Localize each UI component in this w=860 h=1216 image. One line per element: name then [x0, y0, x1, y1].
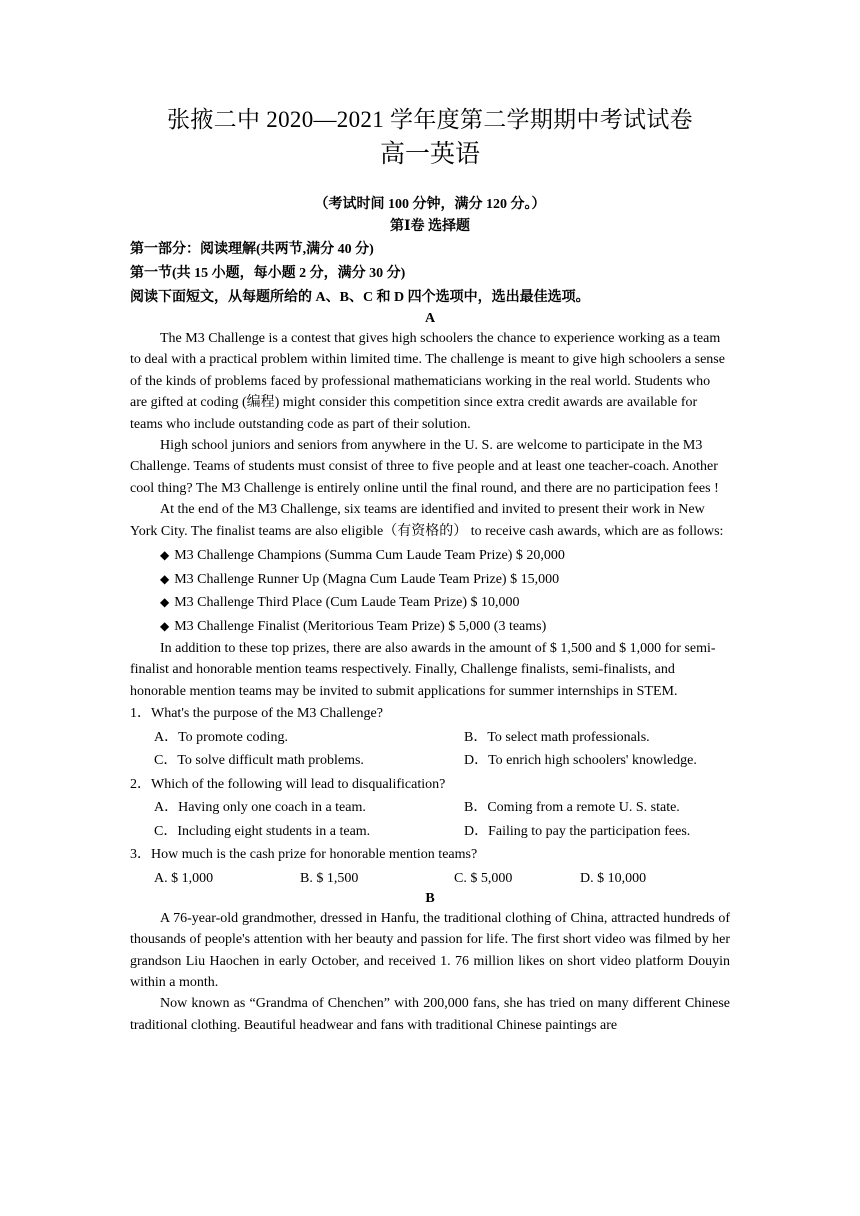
- question-options: [130, 726, 730, 773]
- option-a: A．Having only one coach in a team.: [154, 800, 366, 816]
- option-d: D．To enrich high schoolers' knowledge.: [464, 753, 697, 769]
- instruction-text: 阅读下面短文，从每题所给的 A、B、C 和 D 四个选项中，选出最佳选项。: [130, 290, 590, 305]
- exam-page: [130, 104, 730, 1036]
- passage-a-paragraph: The M3 Challenge is a contest that gives high schoolers the chance to experience working as a team to deal with a practical problem within limited time. The challenge is meant to give high schoolers a sense of the kinds of problems faced by professional mathematicians working in the real world. Students who are gifted at coding (编程) might consider this competition since extra credit awards are available for teams who include outstanding code as part of their solution.: [130, 331, 725, 432]
- passage-a-paragraph: High school juniors and seniors from anywhere in the U. S. are welcome to participate in the M3 Challenge. Teams of students must consist of three to five people and at least one teacher-coach. Another cool thing? The M3 Challenge is entirely online until the final round, and there are no participation fees !: [130, 438, 719, 496]
- option-c: C. $ 5,000: [454, 870, 513, 886]
- exam-title: 张掖二中 2020—2021 学年度第二学期期中考试试卷: [167, 107, 693, 132]
- exam-subtitle: 高一英语: [379, 141, 480, 168]
- diamond-bullet-icon: ◆: [160, 548, 170, 563]
- passage-b-letter: B: [425, 890, 435, 906]
- passage-a-letter: A: [424, 311, 436, 326]
- part-heading: 第一部分：阅读理解(共两节,满分 40 分): [130, 242, 374, 257]
- option-d: D. $ 10,000: [580, 870, 647, 886]
- passage-a-paragraph: In addition to these top prizes, there are also awards in the amount of $ 1,500 and $ 1,000 for semi-finalist and honorable mention teams respectively. Finally, Challenge finalists, semi-finalists, and honorable mention teams may be invited to submit applications for summer internships in STEM.: [130, 641, 716, 699]
- section-heading: 第一节(共 15 小题，每小题 2 分，满分 30 分): [130, 266, 406, 281]
- passage-b-paragraph: A 76-year-old grandmother, dressed in Hanfu, the traditional clothing of China, attracted hundreds of thousands of people's attention with her beauty and passion for life. The first short video was filmed by her grandson Liu Haochen in early October, and received 1. 76 million likes on short video platform Douyin within a month.: [130, 910, 730, 990]
- prize-list: [130, 544, 730, 638]
- passage-b-paragraph: Now known as “Grandma of Chenchen” with 200,000 fans, she has tried on many different Chinese traditional clothing. Beautiful headwear and fans with traditional Chinese paintings are: [130, 996, 730, 1033]
- question-stem: 1．What's the purpose of the M3 Challenge?: [130, 706, 383, 722]
- question-stem: 2．Which of the following will lead to disqualification?: [130, 776, 446, 792]
- option-a: A. $ 1,000: [154, 870, 214, 886]
- passage-a-paragraph: At the end of the M3 Challenge, six teams are identified and invited to present their work in New York City. The finalist teams are also eligible（有资格的） to receive cash awards, which are as follows:: [130, 502, 724, 539]
- diamond-bullet-icon: ◆: [160, 618, 170, 633]
- option-c: C．To solve difficult math problems.: [154, 753, 364, 769]
- option-c: C．Including eight students in a team.: [154, 823, 371, 839]
- question-stem: 3．How much is the cash prize for honorable mention teams?: [130, 847, 478, 863]
- volume-heading: 第Ⅰ卷 选择题: [389, 219, 471, 234]
- option-a: A．To promote coding.: [154, 729, 288, 745]
- prize-item: ◆ M3 Challenge Runner Up (Magna Cum Laude Team Prize) $ 15,000: [160, 571, 560, 587]
- diamond-bullet-icon: ◆: [160, 571, 170, 586]
- option-b: B．To select math professionals.: [464, 729, 650, 745]
- prize-item: ◆ M3 Challenge Finalist (Meritorious Team Prize) $ 5,000 (3 teams): [160, 618, 547, 634]
- option-b: B．Coming from a remote U. S. state.: [464, 800, 680, 816]
- option-b: B. $ 1,500: [300, 870, 359, 886]
- question-options: [130, 867, 730, 890]
- prize-item: ◆ M3 Challenge Third Place (Cum Laude Team Prize) $ 10,000: [160, 595, 520, 611]
- exam-time-note: （考试时间 100 分钟，满分 120 分。）: [314, 197, 546, 212]
- prize-item: ◆ M3 Challenge Champions (Summa Cum Laude Team Prize) $ 20,000: [160, 548, 565, 564]
- question-options: [130, 796, 730, 843]
- diamond-bullet-icon: ◆: [160, 595, 170, 610]
- option-d: D．Failing to pay the participation fees.: [464, 823, 691, 839]
